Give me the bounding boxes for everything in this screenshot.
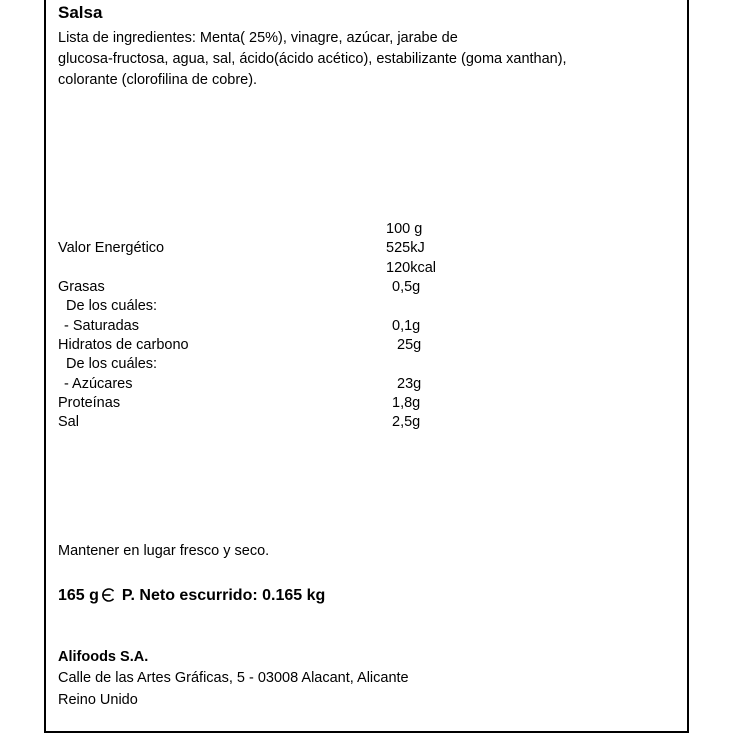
nutrition-label-of-which: De los cuáles: xyxy=(66,356,158,372)
product-title: Salsa xyxy=(58,3,103,22)
storage-instructions: Mantener en lugar fresco y seco. xyxy=(58,543,270,559)
nutrition-label-salt: Sal xyxy=(58,414,79,430)
drained-weight: P. Neto escurrido: 0.165 kg xyxy=(121,587,326,604)
company-address: Calle de las Artes Gráficas, 5 - 03008 Alacant, Alicante xyxy=(58,670,409,686)
nutrition-label-fat: Grasas xyxy=(58,279,105,295)
ingredients-line: Lista de ingredientes: Menta( 25%), vinagre, azúcar, jarabe de xyxy=(58,30,458,46)
nutrition-label-of-which: De los cuáles: xyxy=(66,298,158,314)
net-weight xyxy=(58,587,325,605)
nutrition-value-sugars: 23g xyxy=(397,376,422,392)
nutrition-value-salt: 2,5g xyxy=(392,414,421,430)
nutrition-label-saturated: - Saturadas xyxy=(64,318,139,334)
ingredients-list xyxy=(58,28,678,91)
nutrition-value-energy-kj: 525kJ xyxy=(386,240,425,256)
nutrition-value-fat: 0,5g xyxy=(392,279,421,295)
ingredients-line: glucosa-fructosa, agua, sal, ácido(ácido acético), estabilizante (goma xanthan), xyxy=(58,51,567,67)
nutrition-label-energy: Valor Energético xyxy=(58,240,165,256)
nutrition-label-carbs: Hidratos de carbono xyxy=(58,337,189,353)
nutrition-label-protein: Proteínas xyxy=(58,395,121,411)
net-weight-value: 165 g xyxy=(58,587,99,604)
company-name: Alifoods S.A. xyxy=(58,649,149,665)
estimated-e-mark-icon xyxy=(100,588,116,602)
nutrition-value-energy-kcal: 120kcal xyxy=(386,260,436,276)
ingredients-line: colorante (clorofilina de cobre). xyxy=(58,72,258,88)
product-label xyxy=(44,0,689,733)
nutrition-value-saturated: 0,1g xyxy=(392,318,421,334)
nutrition-value-carbs: 25g xyxy=(397,337,422,353)
company-country: Reino Unido xyxy=(58,692,138,708)
nutrition-header: 100 g xyxy=(386,221,423,237)
nutrition-label-sugars: - Azúcares xyxy=(64,376,133,392)
nutrition-value-protein: 1,8g xyxy=(392,395,421,411)
